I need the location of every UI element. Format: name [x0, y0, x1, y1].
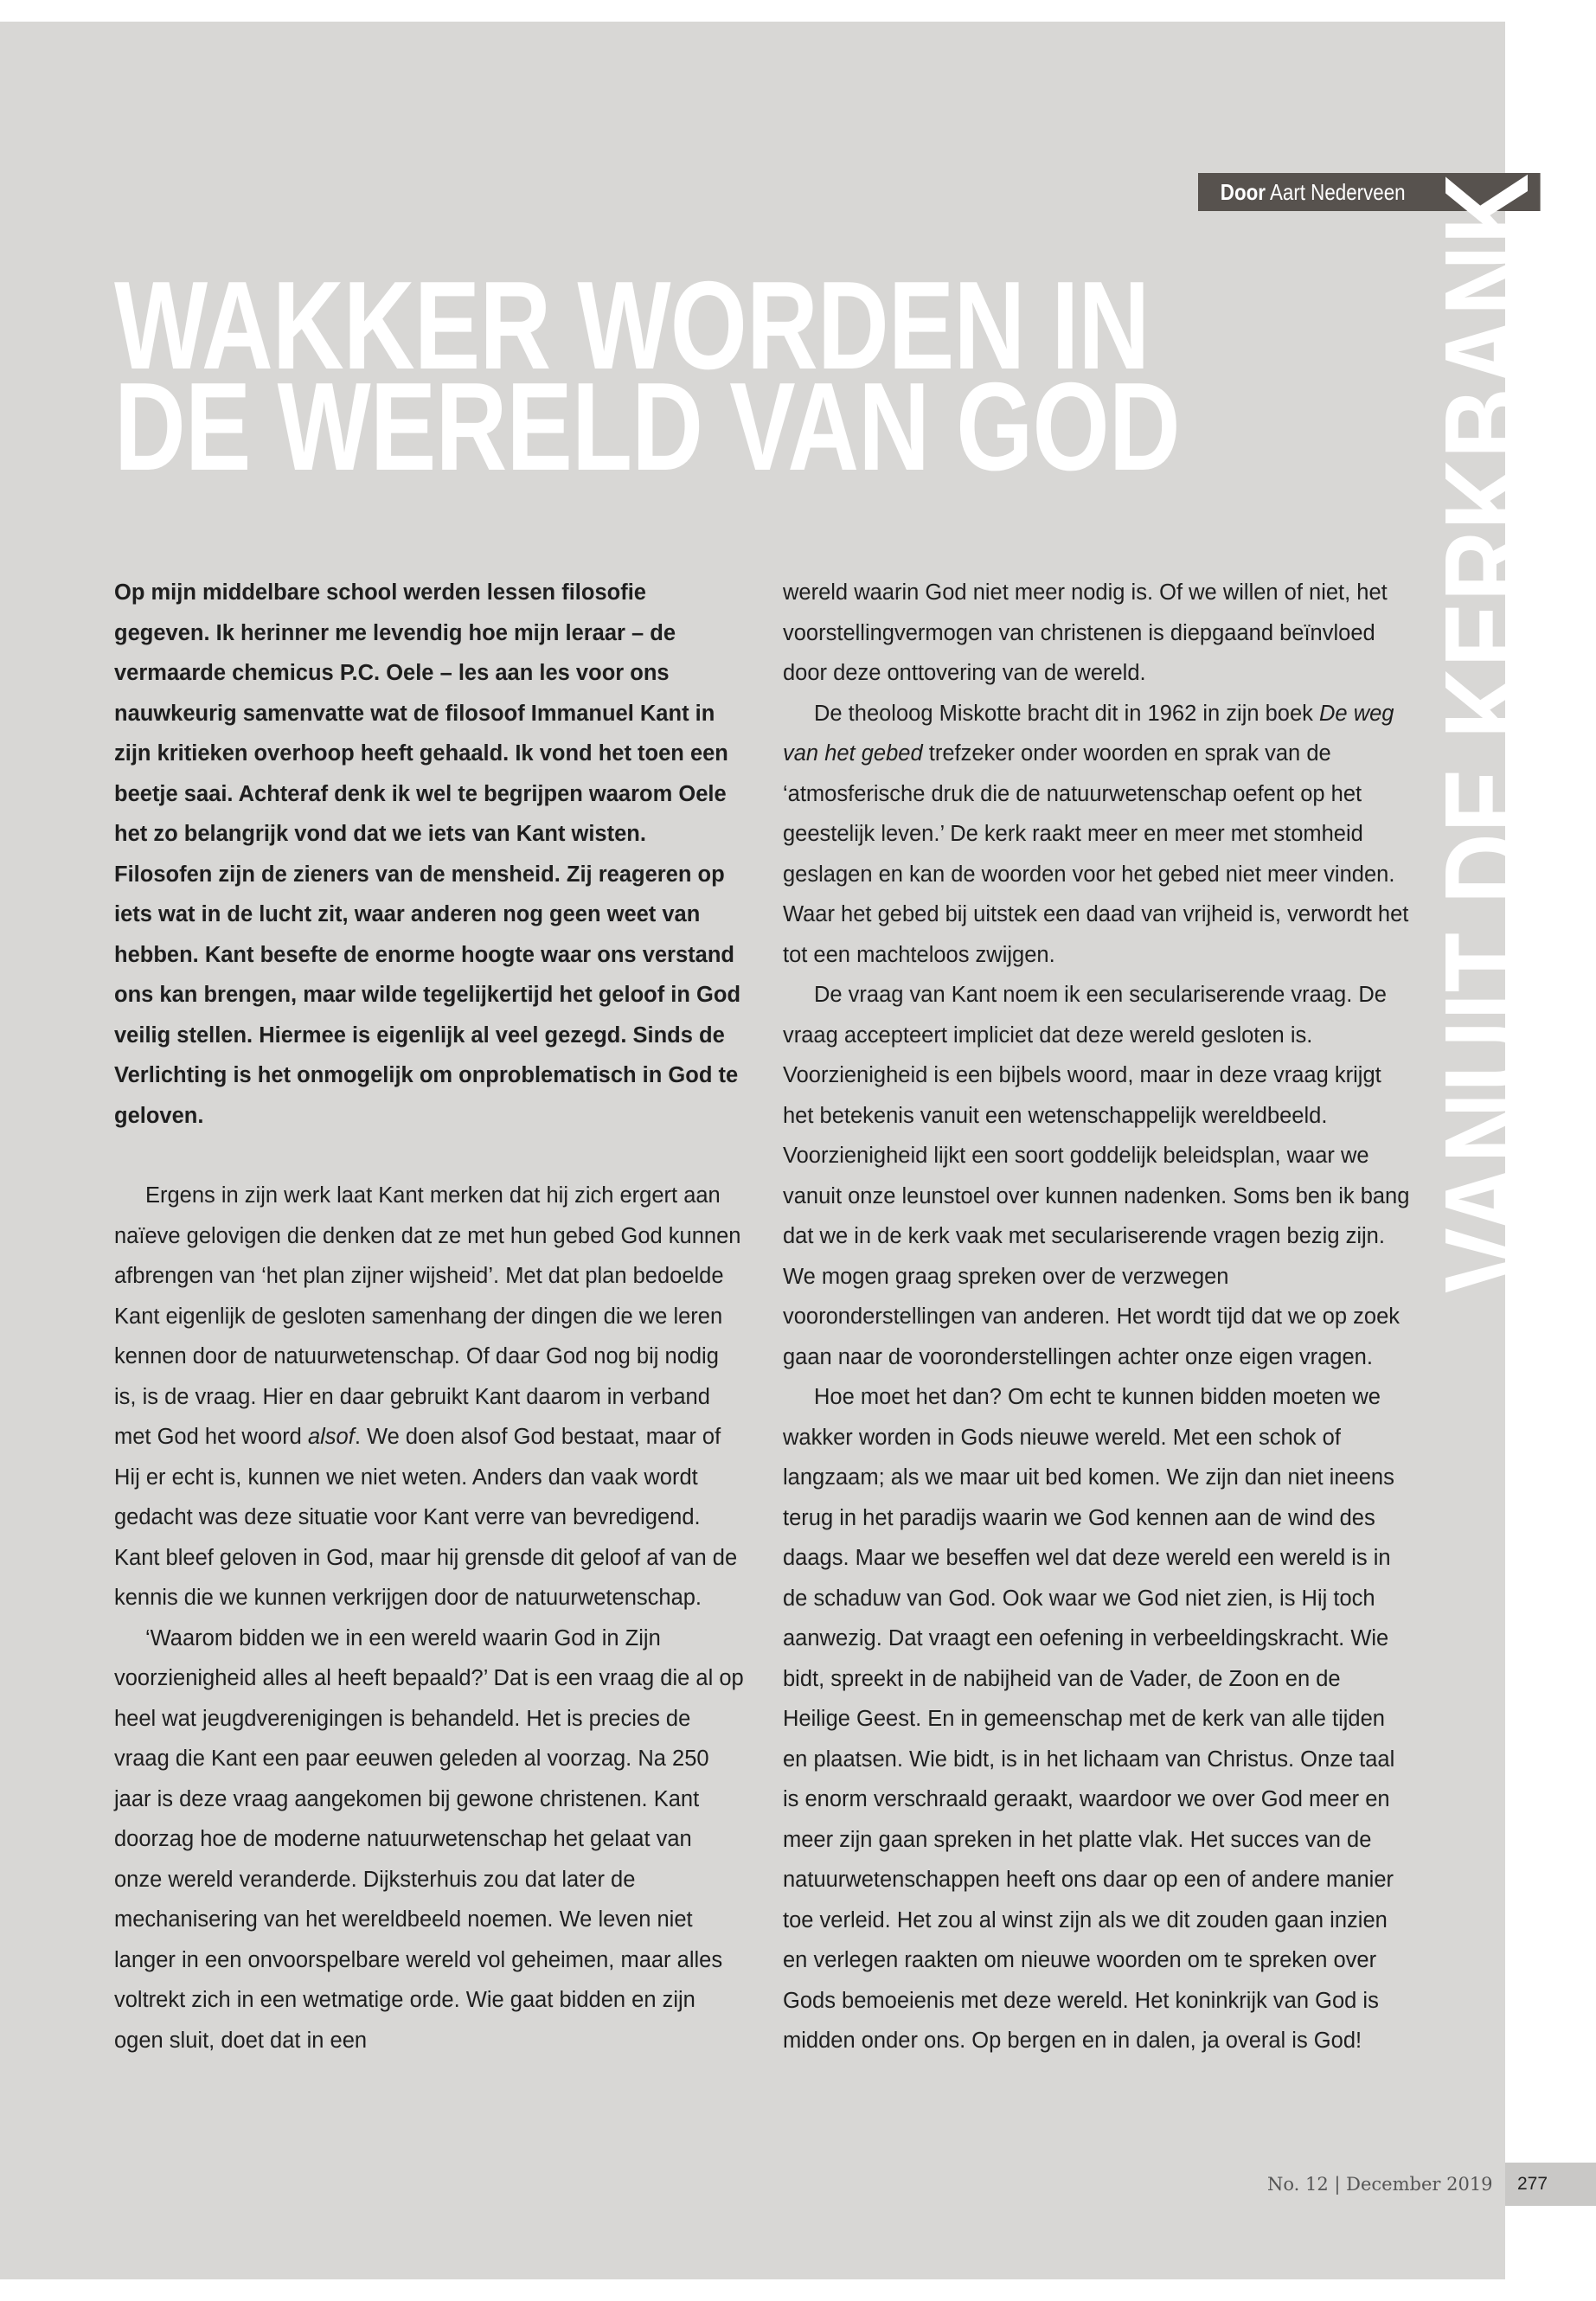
text-run: trefzeker onder woorden en sprak van de ‘atmosferische druk die de natuurwetenschap oefent op het geestelijk leven.’ De kerk raakt meer en meer met stomheid geslagen en kan de woorden voor het gebed niet meer vinden. Waar het gebed bij uitstek een daad van vrijheid is, verwordt het tot een machteloos zwijgen. — [783, 741, 1409, 967]
emphasis: De weg van het gebed — [783, 701, 1394, 766]
emphasis: alsof — [307, 1425, 355, 1449]
right-column — [783, 573, 1410, 2061]
intro-paragraph: Op mijn middelbare school werden lessen filosofie gegeven. Ik herinner me levendig hoe mijn leraar – de vermaarde chemicus P.C. Oele – les aan les voor ons nauwkeurig samenvatte wat de filosoof Immanuel Kant in zijn kritieken overhoop heeft gehaald. Ik vond het toen een beetje saai. Achteraf denk ik wel te begrijpen waarom Oele het zo belangrijk vond dat we iets van Kant wisten. Filosofen zijn de zieners van de mensheid. Zij reageren op iets wat in de lucht zit, waar anderen nog geen weet van hebben. Kant besefte de enorme hoogte waar ons verstand ons kan brengen, maar wilde tegelijkertijd het geloof in God veilig stellen. Hiermee is eigenlijk al veel gezegd. Sinds de Verlichting is het onmogelijk om onproblematisch in God te geloven. — [114, 580, 741, 1128]
issue-info: No. 12 | December 2019 — [1267, 2174, 1493, 2195]
text-run: De theoloog Miskotte bracht dit in 1962 in zijn boek — [814, 701, 1320, 726]
body-paragraph: De vraag van Kant noem ik een seculariserende vraag. De vraag accepteert impliciet dat deze wereld gesloten is. Voorzienigheid is een bijbels woord, maar in deze vraag krijgt het betekenis vanuit een wetenschappelijk wereldbeeld. Voorzienigheid lijkt een soort goddelijk beleidsplan, waar we vanuit onze leunstoel over kunnen nadenken. Soms ben ik bang dat we in de kerk vaak met seculariserende vragen bezig zijn. We mogen graag spreken over de verzwegen vooronderstellingen van anderen. Het wordt tijd dat we op zoek gaan naar de vooronderstellingen achter onze eigen vragen. — [783, 983, 1410, 1369]
page-number: 277 — [1505, 2163, 1596, 2206]
body-paragraph — [783, 694, 1410, 976]
body-paragraph — [114, 1176, 746, 1618]
text-run: Ergens in zijn werk laat Kant merken dat hij zich ergert aan naïeve gelovigen die denken dat ze met hun gebed God kunnen afbrengen van ‘het plan zijner wijsheid’. Met dat plan bedoelde Kant eigenlijk de gesloten samenhang der dingen die we leren kennen door de natuurwetenschap. Of daar God nog bij nodig is, is de vraag. Hier en daar gebruikt Kant daarom in verband met God het woord — [114, 1183, 741, 1449]
article-title — [114, 255, 1180, 497]
footer — [0, 2163, 1596, 2206]
section-label: VANUIT DE KERKBANK — [1420, 172, 1554, 1293]
body-paragraph: ‘Waarom bidden we in een wereld waarin God in Zijn voorzienigheid alles al heeft bepaald?’ Dat is een vraag die al op heel wat jeugdverenigingen is behandeld. Het is precies de vraag die Kant een paar eeuwen geleden al voorzag. Na 250 jaar is deze vraag aangekomen bij gewone christenen. Kant doorzag hoe de moderne natuurwetenschap het gelaat van onze wereld veranderde. Dijksterhuis zou dat later de mechanisering van het wereldbeeld noemen. We leven niet langer in een onvoorspelbare wereld vol geheimen, maar alles voltrekt zich in een wetmatige orde. Wie gaat bidden en zijn ogen sluit, doet dat in een — [114, 1625, 744, 2053]
title-line-2: DE WERELD VAN GOD — [114, 356, 1180, 497]
body-paragraph: wereld waarin God niet meer nodig is. Of we willen of niet, het voorstellingvermogen van christenen is diepgaand beïnvloed door deze onttovering van de wereld. — [783, 580, 1388, 685]
left-column — [114, 573, 746, 2061]
body-paragraph: Hoe moet het dan? Om echt te kunnen bidden moeten we wakker worden in Gods nieuwe wereld. Met een schok of langzaam; als we maar uit bed komen. We zijn dan niet ineens terug in het paradijs waarin we God kennen aan de wind des daags. Maar we beseffen wel dat deze wereld een wereld is in de schaduw van God. Ook waar we God niet zien, is Hij toch aanwezig. Dat vraagt een oefening in verbeeldingskracht. Wie bidt, spreekt in de nabijheid van de Vader, de Zoon en de Heilige Geest. En in gemeenschap met de kerk van alle tijden en plaatsen. Wie bidt, is in het lichaam van Christus. Onze taal is enorm verschraald geraakt, waardoor we over God meer en meer zijn gaan spreken in het platte vlak. Het succes van de natuurwetenschappen heeft ons daar op een of andere manier toe verleid. Het zou al winst zijn als we dit zouden gaan inzien en verlegen raakten om nieuwe woorden om te spreken over Gods bemoeienis met deze wereld. Het koninkrijk van God is midden onder ons. Op bergen en in dalen, ja overal is God! — [783, 1385, 1395, 2053]
byline-author: Aart Nederveen — [1269, 179, 1406, 205]
byline-prefix: Door — [1220, 179, 1266, 205]
title-line-1: WAKKER WORDEN IN — [114, 255, 1150, 395]
text-run: . We doen alsof God bestaat, maar of Hij er echt is, kunnen we niet weten. Anders dan vaak wordt gedacht was deze situatie voor Kant verre van bevredigend. Kant bleef geloven in God, maar hij grensde dit geloof af van de kennis die we kunnen verkrijgen door de natuurwetenschap. — [114, 1425, 738, 1610]
